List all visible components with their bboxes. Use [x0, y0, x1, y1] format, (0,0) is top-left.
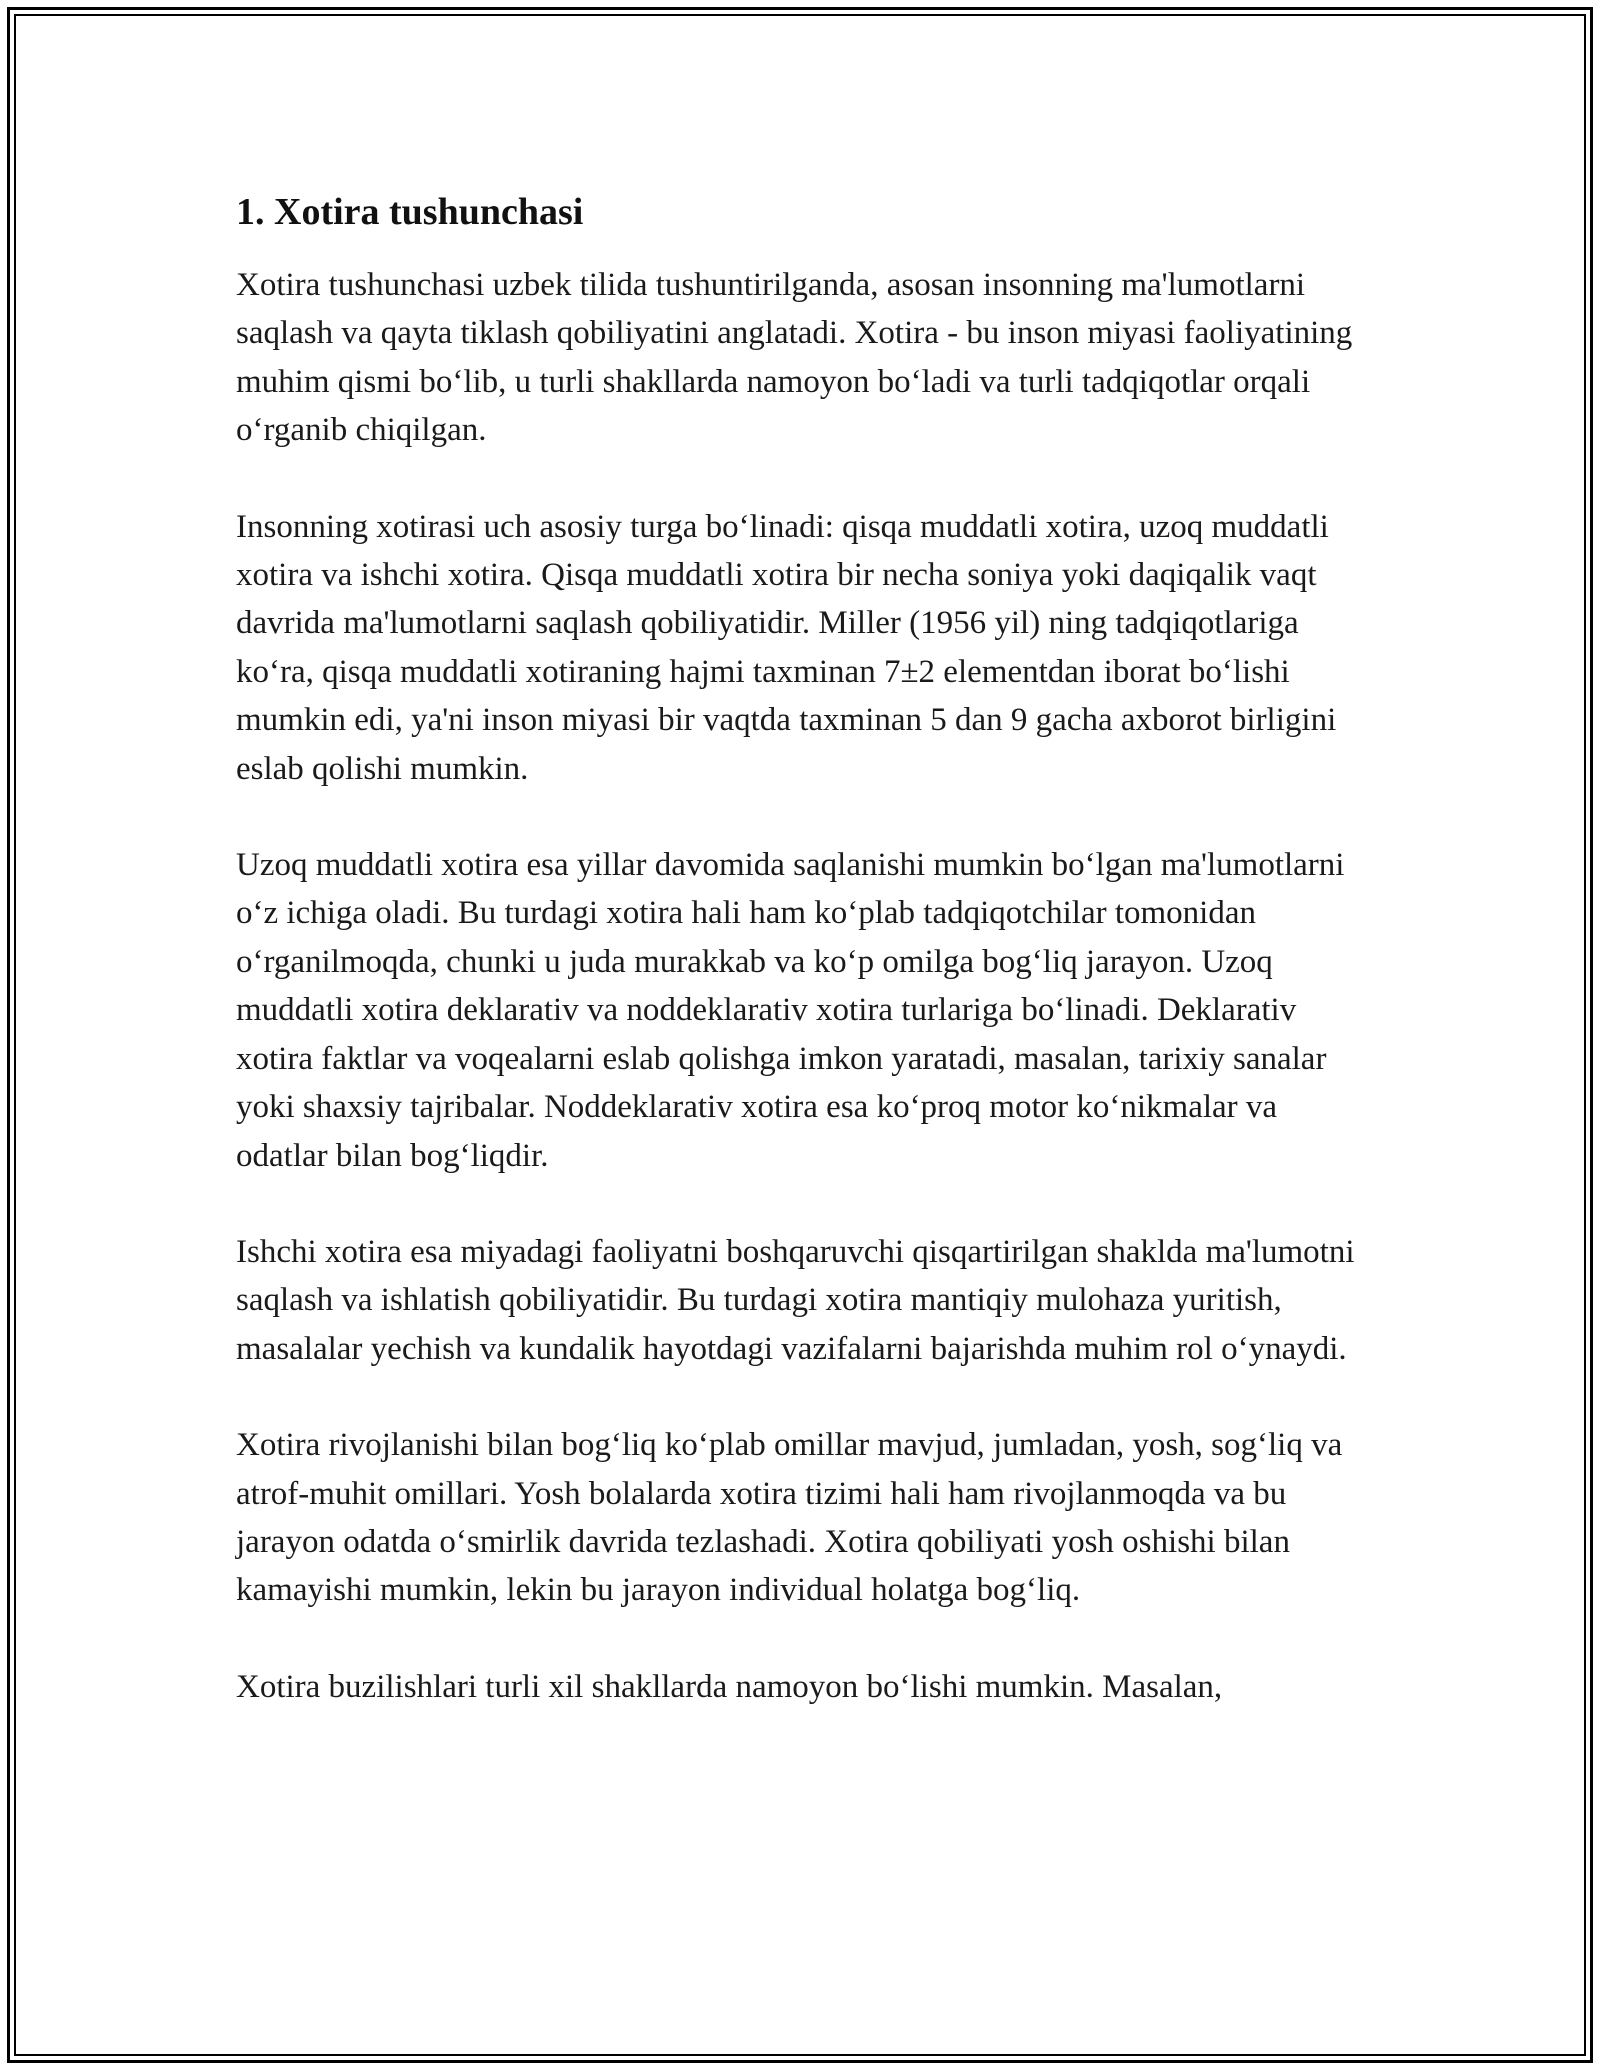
paragraph-xotira-turlari: Insonning xotirasi uch asosiy turga bo‘linadi: qisqa muddatli xotira, uzoq muddatli xotira va ishchi xotira. Qisqa muddatli xotira bir necha soniya yoki daqiqalik vaqt davrida ma'lumotlarni saqlash qobiliyatidir. Miller (1956 yil) ning tadqiqotlariga ko‘ra, qisqa muddatli xotiraning hajmi taxminan 7±2 elementdan iborat bo‘lishi mumkin edi, ya'ni inson miyasi bir vaqtda taxminan 5 dan 9 gacha axborot birligini eslab qolishi mumkin. [236, 508, 1337, 787]
paragraph-xotira-buzilishlari: Xotira buzilishlari turli xil shakllarda namoyon bo‘lishi mumkin. Masalan, [236, 1668, 1223, 1705]
paragraph-xotira-tushunchasi: Xotira tushunchasi uzbek tilida tushuntirilganda, asosan insonning ma'lumotlarni saqlash va qayta tiklash qobiliyatini anglatadi. Xotira - bu inson miyasi faoliyatining muhim qismi bo‘lib, u turli shakllarda namoyon bo‘ladi va turli tadqiqotlar orqali o‘rganib chiqilgan. [236, 267, 1353, 449]
document-body [236, 186, 1376, 1711]
section-heading: 1. Xotira tushunchasi [236, 191, 584, 233]
paragraph-uzoq-muddatli-xotira: Uzoq muddatli xotira esa yillar davomida saqlanishi mumkin bo‘lgan ma'lumotlarni o‘z ichiga oladi. Bu turdagi xotira hali ham ko‘plab tadqiqotchilar tomonidan o‘rganilmoqda, chunki u juda murakkab va ko‘p omilga bog‘liq jarayon. Uzoq muddatli xotira deklarativ va noddeklarativ xotira turlariga bo‘linadi. Deklarativ xotira faktlar va voqealarni eslab qolishga imkon yaratadi, masalan, tarixiy sanalar yoki shaxsiy tajribalar. Noddeklarativ xotira esa ko‘proq motor ko‘nikmalar va odatlar bilan bog‘liqdir. [236, 847, 1345, 1174]
paragraph-xotira-rivojlanishi: Xotira rivojlanishi bilan bog‘liq ko‘plab omillar mavjud, jumladan, yosh, sog‘liq va atrof-muhit omillari. Yosh bolalarda xotira tizimi hali ham rivojlanmoqda va bu jarayon odatda o‘smirlik davrida tezlashadi. Xotira qobiliyati yosh oshishi bilan kamayishi mumkin, lekin bu jarayon individual holatga bog‘liq. [236, 1427, 1343, 1609]
paragraph-ishchi-xotira: Ishchi xotira esa miyadagi faoliyatni boshqaruvchi qisqartirilgan shaklda ma'lumotni saqlash va ishlatish qobiliyatidir. Bu turdagi xotira mantiqiy mulohaza yuritish, masalalar yechish va kundalik hayotdagi vazifalarni bajarishda muhim rol o‘ynaydi. [236, 1233, 1355, 1367]
